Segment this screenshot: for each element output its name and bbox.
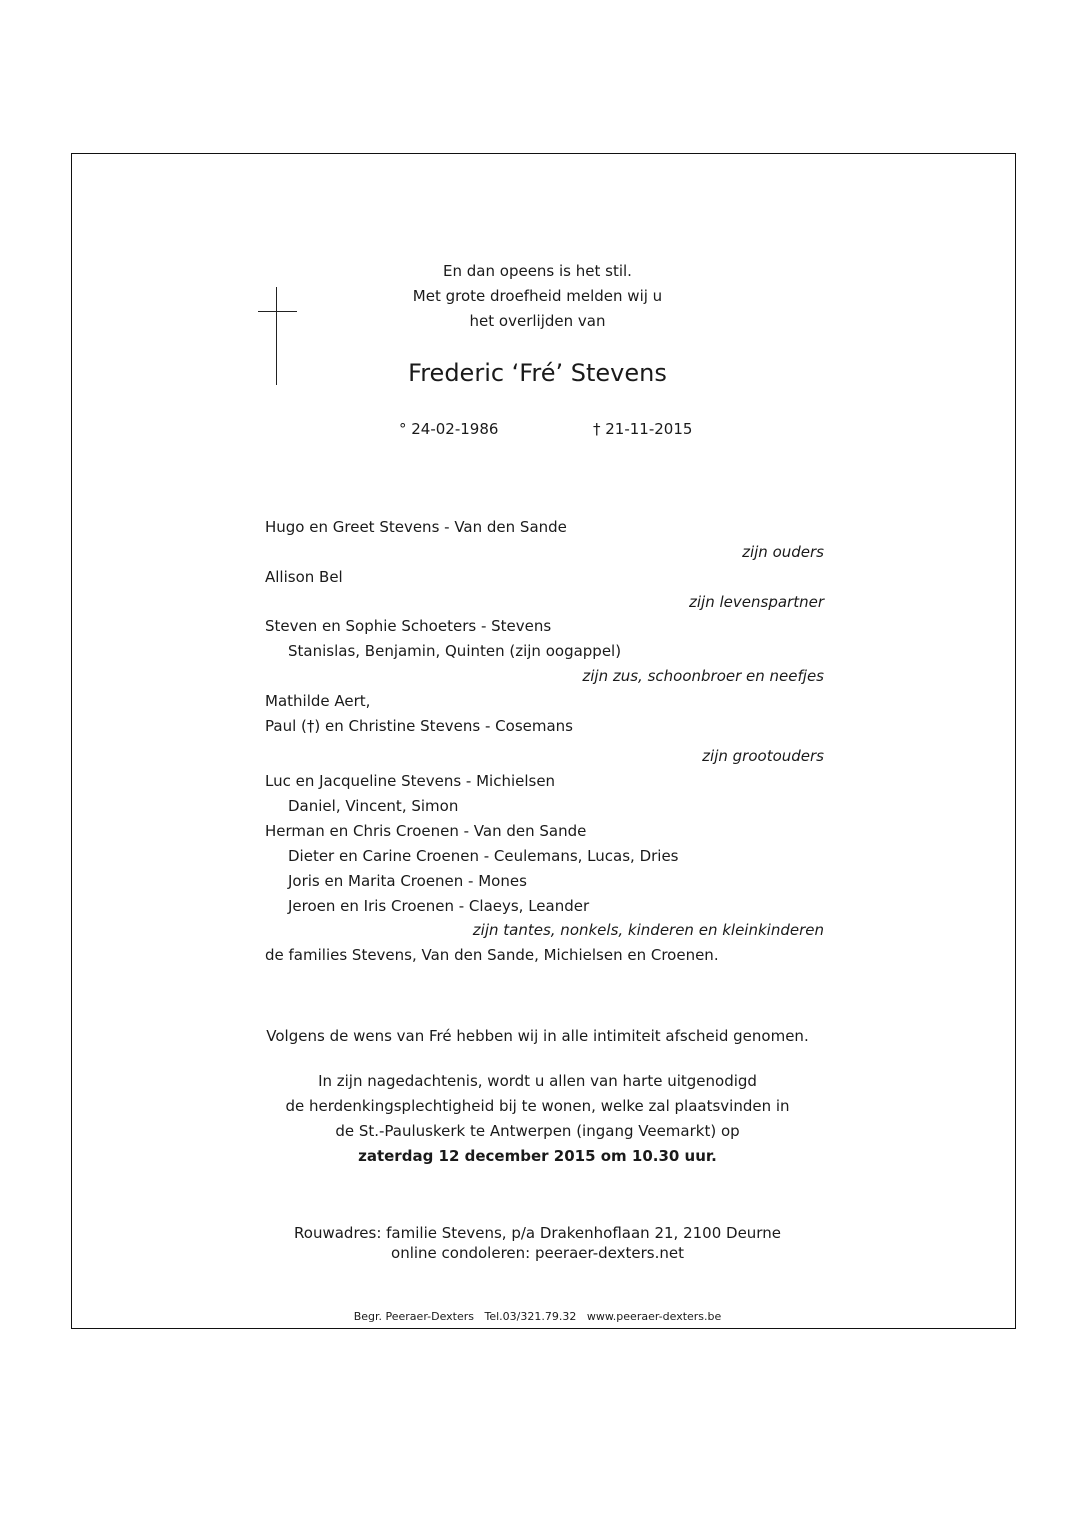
relation-label: zijn grootouders [702, 747, 824, 765]
ceremony-line-2: de herdenkingsplechtigheid bij te wonen, welke zal plaatsvinden in [285, 1097, 790, 1115]
relation-label: zijn levenspartner [689, 593, 824, 611]
intro-line-3: het overlijden van [469, 312, 606, 330]
family-line: Herman en Chris Croenen - Van den Sande [265, 822, 587, 840]
online-condolences: online condoleren: peeraer-dexters.net [391, 1244, 684, 1262]
intro-line-1: En dan opeens is het stil. [443, 262, 632, 280]
mourning-address: Rouwadres: familie Stevens, p/a Drakenhoflaan 21, 2100 Deurne [294, 1224, 781, 1242]
ceremony-line-3: de St.-Pauluskerk te Antwerpen (ingang Veemarkt) op [335, 1122, 740, 1140]
family-subline: Joris en Marita Croenen - Mones [288, 872, 527, 890]
family-line: Allison Bel [265, 568, 343, 586]
deceased-name: Frederic ‘Fré’ Stevens [408, 359, 667, 387]
family-line: Luc en Jacqueline Stevens - Michielsen [265, 772, 556, 790]
funeral-home-footer: Begr. Peeraer-Dexters Tel.03/321.79.32 www.peeraer-dexters.be [353, 1310, 722, 1323]
family-subline: Jeroen en Iris Croenen - Claeys, Leander [288, 897, 590, 915]
family-subline: Daniel, Vincent, Simon [288, 797, 459, 815]
family-line: Steven en Sophie Schoeters - Stevens [265, 617, 552, 635]
ceremony-line-1: In zijn nagedachtenis, wordt u allen van harte uitgenodigd [318, 1072, 757, 1090]
birth-date: ° 24-02-1986 [399, 420, 499, 438]
ceremony-date: zaterdag 12 december 2015 om 10.30 uur. [358, 1147, 717, 1165]
family-subline: Stanislas, Benjamin, Quinten (zijn oogappel) [288, 642, 622, 660]
intro-line-2: Met grote droefheid melden wij u [412, 287, 663, 305]
relation-label: zijn zus, schoonbroer en neefjes [582, 667, 824, 685]
family-line: Hugo en Greet Stevens - Van den Sande [265, 518, 567, 536]
family-line: Mathilde Aert, [265, 692, 371, 710]
farewell-text: Volgens de wens van Fré hebben wij in alle intimiteit afscheid genomen. [266, 1027, 809, 1045]
relation-label: zijn tantes, nonkels, kinderen en kleinkinderen [472, 921, 824, 939]
family-line: de families Stevens, Van den Sande, Michielsen en Croenen. [265, 946, 719, 964]
family-subline: Dieter en Carine Croenen - Ceulemans, Lucas, Dries [288, 847, 679, 865]
family-line: Paul (†) en Christine Stevens - Cosemans [265, 717, 573, 735]
death-date: † 21-11-2015 [593, 420, 693, 438]
relation-label: zijn ouders [742, 543, 824, 561]
